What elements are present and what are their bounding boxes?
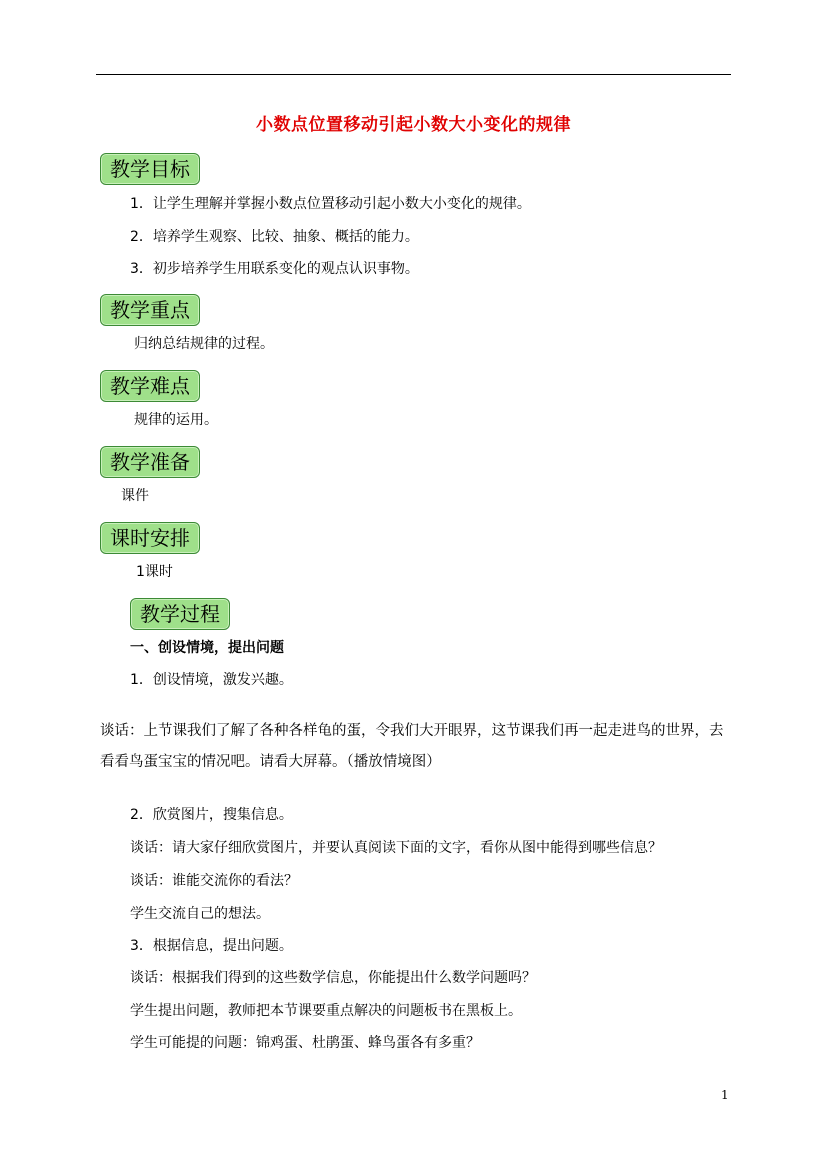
process-talk-1: 谈话：上节课我们了解了各种各样龟的蛋，令我们大开眼界，这节课我们再一起走进鸟的世界，去看看鸟蛋宝宝的情况吧。请看大屏幕。（播放情境图） bbox=[100, 723, 724, 770]
process-part1-title: 一、创设情境，提出问题 bbox=[130, 640, 284, 656]
schedule-text: 1课时 bbox=[136, 564, 173, 580]
section-heading-goals: 教学目标 bbox=[100, 153, 200, 185]
process-student-3: 学生可能提的问题：锦鸡蛋、杜鹃蛋、蜂鸟蛋各有多重？ bbox=[130, 1035, 480, 1051]
section-heading-process: 教学过程 bbox=[130, 598, 230, 630]
difficulties-text: 规律的运用。 bbox=[134, 412, 218, 428]
goal-item-1: 1．让学生理解并掌握小数点位置移动引起小数大小变化的规律。 bbox=[130, 196, 531, 212]
document-title: 小数点位置移动引起小数大小变化的规律 bbox=[256, 115, 571, 135]
process-talk-3: 谈话：谁能交流你的看法？ bbox=[130, 873, 298, 889]
preparation-text: 课件 bbox=[121, 488, 149, 504]
process-step-3: 3．根据信息，提出问题。 bbox=[130, 938, 293, 954]
goal-item-2: 2．培养学生观察、比较、抽象、概括的能力。 bbox=[130, 229, 419, 245]
process-student-1: 学生交流自己的想法。 bbox=[130, 906, 270, 922]
key-points-text: 归纳总结规律的过程。 bbox=[134, 336, 274, 352]
section-heading-key-points: 教学重点 bbox=[100, 294, 200, 326]
process-student-2: 学生提出问题，教师把本节课要重点解决的问题板书在黑板上。 bbox=[130, 1003, 522, 1019]
process-talk-4: 谈话：根据我们得到的这些数学信息，你能提出什么数学问题吗？ bbox=[130, 970, 536, 986]
header-rule bbox=[96, 74, 731, 75]
section-heading-difficulties: 教学难点 bbox=[100, 370, 200, 402]
process-step-1: 1．创设情境，激发兴趣。 bbox=[130, 672, 293, 688]
page-number: 1 bbox=[721, 1088, 729, 1102]
section-heading-preparation: 教学准备 bbox=[100, 446, 200, 478]
process-talk-2: 谈话：请大家仔细欣赏图片，并要认真阅读下面的文字，看你从图中能得到哪些信息？ bbox=[130, 840, 662, 856]
goal-item-3: 3．初步培养学生用联系变化的观点认识事物。 bbox=[130, 261, 419, 277]
section-heading-schedule: 课时安排 bbox=[100, 522, 200, 554]
process-step-2: 2．欣赏图片，搜集信息。 bbox=[130, 807, 293, 823]
